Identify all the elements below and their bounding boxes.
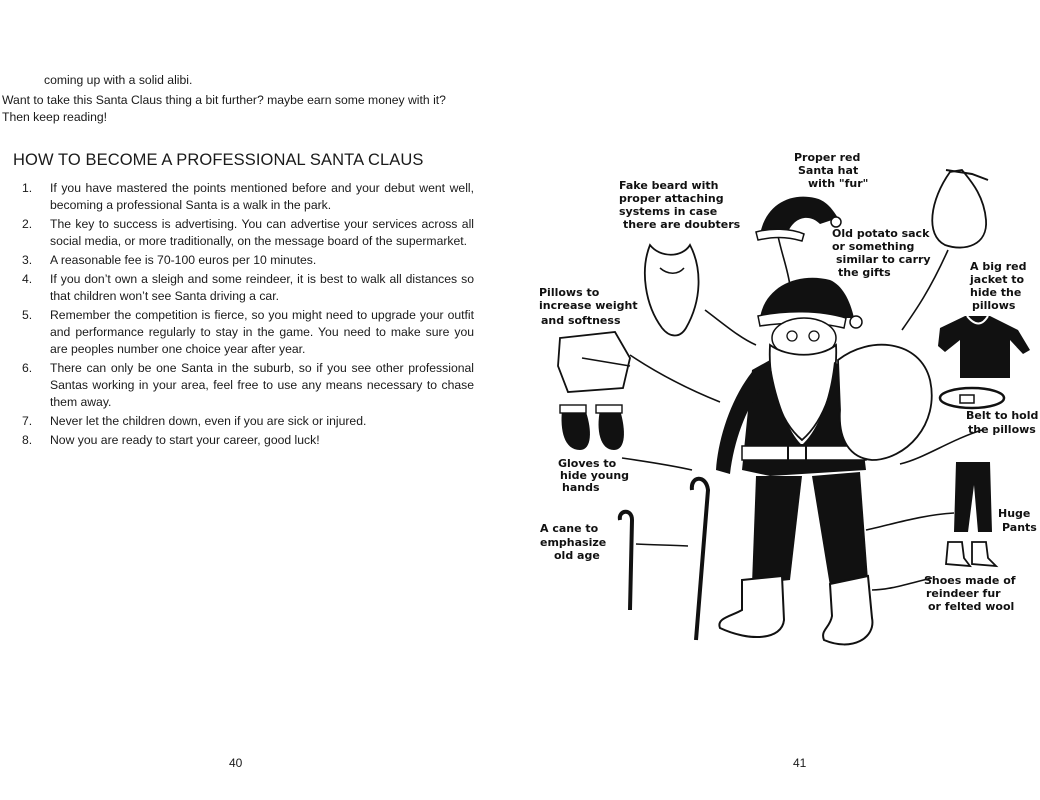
pants-icon xyxy=(954,462,992,532)
step-text: The key to success is advertising. You can advertise your services across all social media, or more traditionally, on the message board of the supermarket. xyxy=(50,217,474,248)
step-text: Never let the children down, even if you are sick or injured. xyxy=(50,414,367,428)
label-shoes: Shoes made of reindeer fur or felted wool xyxy=(924,574,1016,613)
list-item xyxy=(22,360,474,411)
list-item xyxy=(22,307,474,358)
step-number: 8. xyxy=(22,433,33,447)
label-hat: Proper red Santa hat with "fur" xyxy=(794,151,869,190)
santa-figure xyxy=(692,278,932,645)
gloves-icon xyxy=(560,405,624,450)
label-belt: Belt to hold the pillows xyxy=(966,409,1039,436)
list-item xyxy=(22,271,474,305)
santa-illustration xyxy=(520,140,1040,680)
step-number: 3. xyxy=(22,253,33,267)
step-number: 5. xyxy=(22,308,33,322)
label-beard: Fake beard with proper attaching systems in case there are doubters xyxy=(619,179,741,231)
label-jacket: A big red jacket to hide the pillows xyxy=(970,260,1027,312)
page-number-right: 41 xyxy=(793,756,807,770)
list-item xyxy=(22,180,474,214)
label-pants: Huge Pants xyxy=(998,507,1037,534)
fake-beard-icon xyxy=(645,245,699,336)
santa-hat-icon xyxy=(756,197,841,241)
potato-sack-icon xyxy=(932,170,988,248)
continuation-text: coming up with a solid alibi. xyxy=(44,73,193,87)
jacket-icon xyxy=(938,316,1030,378)
step-text: There can only be one Santa in the suburb, so if you see other professional Santas working in your area, feel free to use any means necessary to chase them away. xyxy=(50,361,474,409)
cane-icon xyxy=(620,512,632,610)
step-text: Remember the competition is fierce, so you might need to upgrade your outfit and performance regularly to stay in the game. You need to make sure you are peoples number one choice year after year. xyxy=(50,308,474,356)
step-text: If you don’t own a sleigh and some reindeer, it is best to walk all distances so that children won’t see Santa driving a car. xyxy=(50,272,474,303)
section-heading: HOW TO BECOME A PROFESSIONAL SANTA CLAUS xyxy=(13,151,424,169)
label-sack: Old potato sack or something similar to carry the gifts xyxy=(832,227,931,279)
step-text: If you have mastered the points mentioned before and your debut went well, becoming a professional Santa is a walk in the park. xyxy=(50,181,474,212)
step-number: 6. xyxy=(22,361,33,375)
shoes-icon xyxy=(946,542,996,566)
list-item xyxy=(22,216,474,250)
label-pillows: Pillows to increase weight and softness xyxy=(539,286,638,327)
list-item xyxy=(22,413,474,430)
step-number: 2. xyxy=(22,217,33,231)
label-cane: A cane to emphasize old age xyxy=(540,522,607,562)
step-text: A reasonable fee is 70-100 euros per 10 minutes. xyxy=(50,253,317,267)
step-number: 7. xyxy=(22,414,33,428)
step-text: Now you are ready to start your career, good luck! xyxy=(50,433,320,447)
list-item xyxy=(22,252,474,269)
list-item xyxy=(22,432,474,449)
steps-list xyxy=(22,180,474,451)
right-page xyxy=(520,0,1040,800)
intro-paragraph: Want to take this Santa Claus thing a bit further? maybe earn some money with it? Then keep reading! xyxy=(2,93,446,124)
belt-icon xyxy=(940,388,1004,408)
pillows-icon xyxy=(558,332,630,392)
page-number-left: 40 xyxy=(229,756,243,770)
step-number: 1. xyxy=(22,181,33,195)
step-number: 4. xyxy=(22,272,33,286)
label-gloves: Gloves to hide young hands xyxy=(558,457,630,494)
